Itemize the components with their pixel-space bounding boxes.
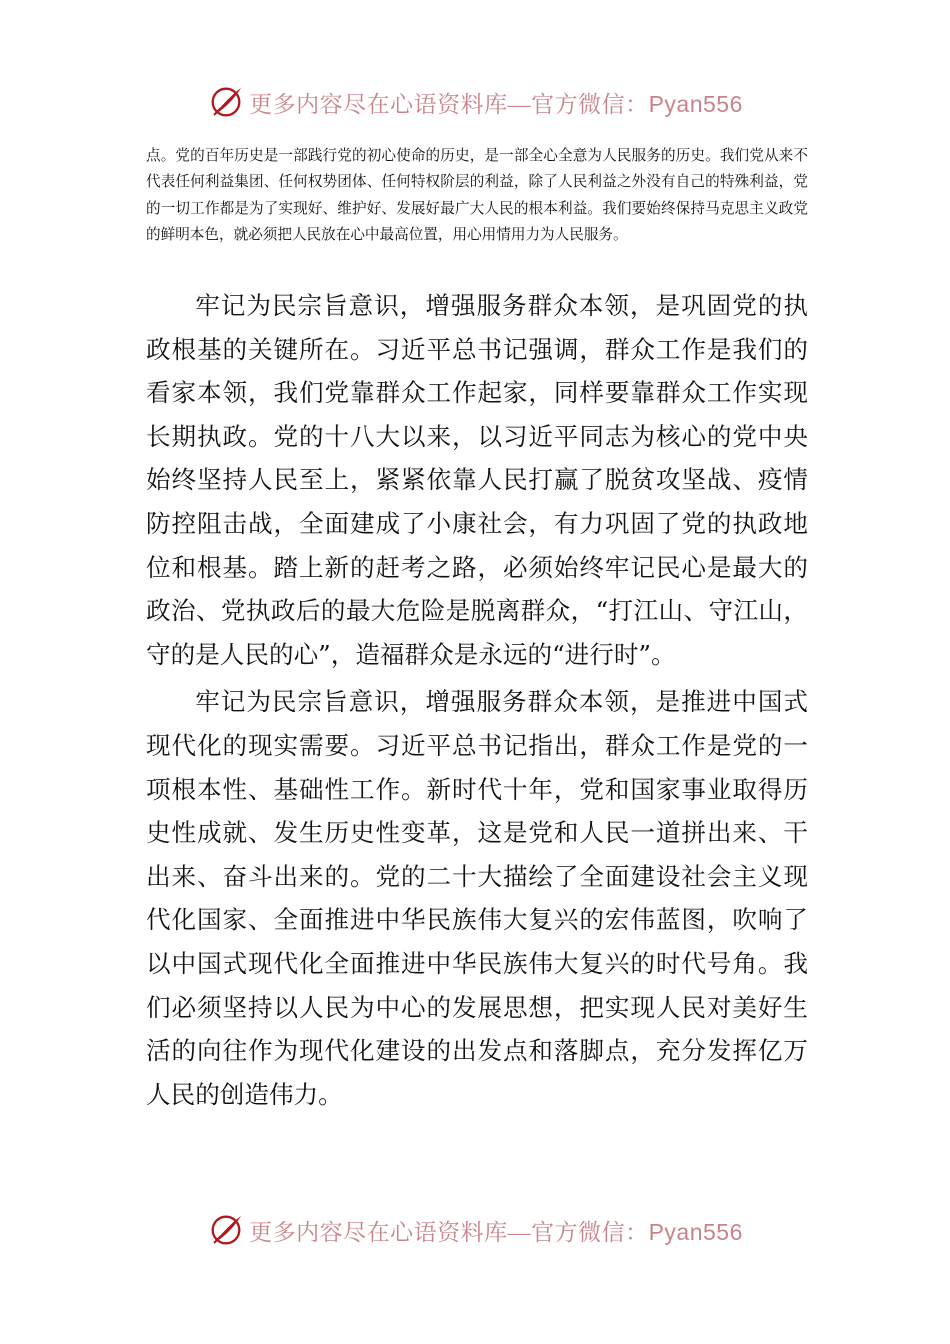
footer-banner-text [249, 1214, 743, 1247]
footer-banner-label: 更多内容尽在心语资料库—官方微信： [249, 1219, 649, 1245]
quill-logo-icon [207, 1211, 245, 1249]
header-banner [0, 82, 950, 122]
body-paragraph-1: 牢记为民宗旨意识，增强服务群众本领，是巩固党的执政根基的关键所在。习近平总书记强调，群众工作是我们的看家本领，我们党靠群众工作起家，同样要靠群众工作实现长期执政。党的十八大以来，以习近平同志为核心的党中央始终坚持人民至上，紧紧依靠人民打赢了脱贫攻坚战、疫情防控阻击战，全面建成了小康社会，有力巩固了党的执政地位和根基。踏上新的赶考之路，必须始终牢记民心是最大的政治、党执政后的最大危险是脱离群众，“打江山、守江山，守的是人民的心”，造福群众是永远的“进行时”。 [146, 291, 808, 669]
body-paragraph-2: 牢记为民宗旨意识，增强服务群众本领，是推进中国式现代化的现实需要。习近平总书记指出，群众工作是党的一项根本性、基础性工作。新时代十年，党和国家事业取得历史性成就、发生历史性变革，这是党和人民一道拼出来、干出来、奋斗出来的。党的二十大描绘了全面建设社会主义现代化国家、全面推进中华民族伟大复兴的宏伟蓝图，吹响了以中国式现代化全面推进中华民族伟大复兴的时代号角。我们必须坚持以人民为中心的发展思想，把实现人民对美好生活的向往作为现代化建设的出发点和落脚点，充分发挥亿万人民的创造伟力。 [146, 687, 808, 1109]
intro-text-block [146, 143, 808, 249]
intro-paragraph: 点。党的百年历史是一部践行党的初心使命的历史，是一部全心全意为人民服务的历史。我们党从来不代表任何利益集团、任何权势团体、任何特权阶层的利益，除了人民利益之外没有自己的特殊利益，党的一切工作都是为了实现好、维护好、发展好最广大人民的根本利益。我们要始终保持马克思主义政党的鲜明本色，就必须把人民放在心中最高位置，用心用情用力为人民服务。 [146, 147, 808, 244]
header-banner-id: Pyan556 [648, 90, 743, 117]
header-banner-label: 更多内容尽在心语资料库—官方微信： [249, 91, 649, 117]
quill-logo-icon [207, 83, 245, 121]
footer-banner [0, 1210, 950, 1250]
header-banner-text [249, 86, 743, 119]
footer-banner-id: Pyan556 [648, 1218, 743, 1245]
main-text-block [146, 284, 808, 1120]
